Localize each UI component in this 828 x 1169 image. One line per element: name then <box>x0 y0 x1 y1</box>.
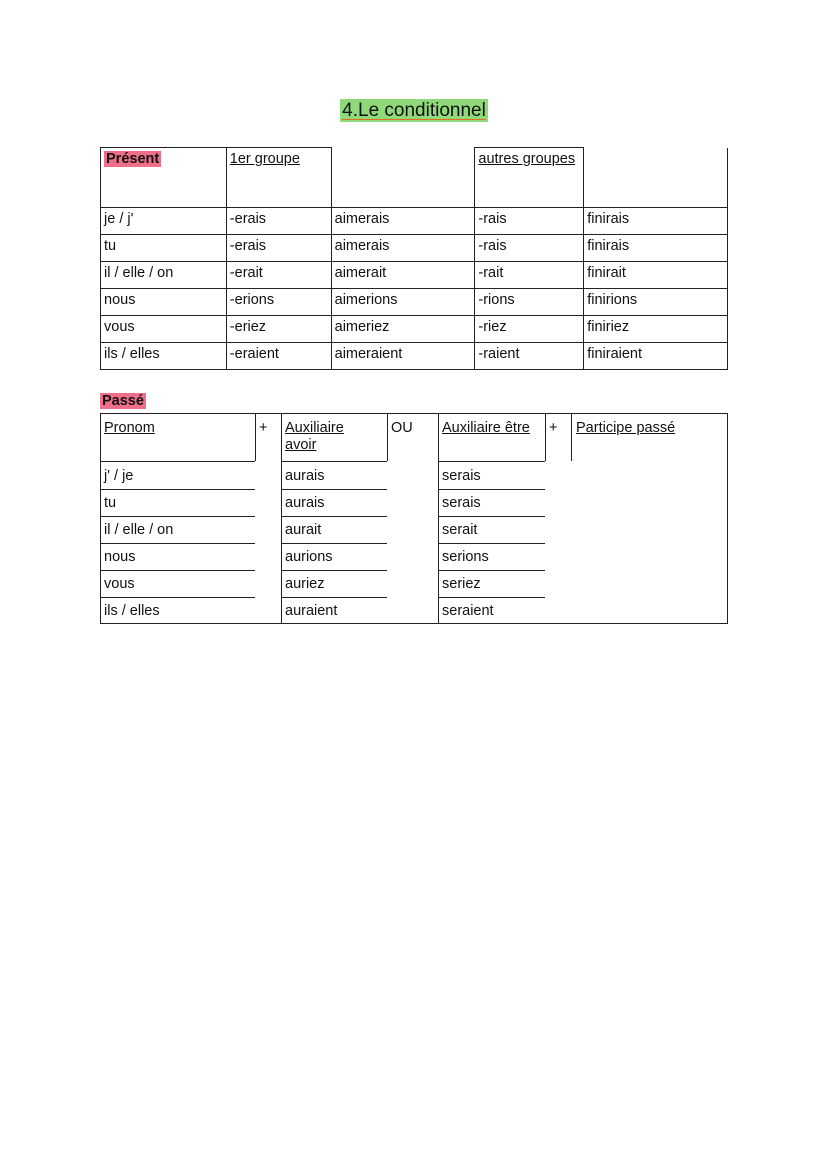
passe-divider-2 <box>281 413 282 624</box>
example1-cell: aimerais <box>331 208 475 235</box>
example2-cell: finirais <box>584 208 728 235</box>
row-line <box>100 516 255 517</box>
pronoun-cell: nous <box>101 289 227 316</box>
avoir-cell: aurais <box>285 468 325 484</box>
passe-divider-1 <box>255 413 256 461</box>
row-line <box>281 543 387 544</box>
aux-avoir-line1: Auxiliaire <box>285 420 344 436</box>
present-label: Présent <box>106 151 160 167</box>
etre-cell: serions <box>442 549 489 565</box>
group1-header-empty <box>331 148 475 208</box>
table-row <box>101 316 728 343</box>
row-line <box>438 516 545 517</box>
present-header-row <box>101 148 728 208</box>
example1-cell: aimerais <box>331 235 475 262</box>
pronoun-cell: ils / elles <box>104 603 160 619</box>
ending2-cell: -rais <box>475 208 584 235</box>
passe-header-line-2 <box>281 461 387 462</box>
etre-cell: serais <box>442 495 481 511</box>
row-line <box>438 597 545 598</box>
pronoun-cell: vous <box>104 576 135 592</box>
ending1-cell: -eraient <box>226 343 331 370</box>
passe-right-border <box>727 413 728 624</box>
passe-divider-5 <box>545 413 546 461</box>
avoir-cell: auraient <box>285 603 338 619</box>
row-line <box>281 489 387 490</box>
row-line <box>100 543 255 544</box>
row-line <box>438 570 545 571</box>
ending1-cell: -erais <box>226 208 331 235</box>
avoir-cell: aurais <box>285 495 325 511</box>
aux-avoir-header <box>285 420 344 454</box>
row-line <box>438 489 545 490</box>
ending2-cell: -rions <box>475 289 584 316</box>
group1-label: 1er groupe <box>229 151 300 167</box>
pronoun-cell: ils / elles <box>101 343 227 370</box>
example2-cell: finirait <box>584 262 728 289</box>
page-title <box>0 100 828 122</box>
passe-table <box>100 413 728 624</box>
group2-label: autres groupes <box>478 151 576 167</box>
pronoun-cell: vous <box>101 316 227 343</box>
example2-cell: finiraient <box>584 343 728 370</box>
pronoun-cell: il / elle / on <box>104 522 174 538</box>
passe-divider-6 <box>571 413 572 461</box>
plus-sign-1: + <box>259 420 268 436</box>
passe-label: Passé <box>102 393 144 409</box>
passe-label-wrap <box>100 393 146 409</box>
row-line <box>281 570 387 571</box>
participe-header: Participe passé <box>576 420 676 436</box>
row-line <box>281 597 387 598</box>
plus-sign-2: + <box>549 420 558 436</box>
ending1-cell: -eriez <box>226 316 331 343</box>
pronom-header: Pronom <box>104 420 155 436</box>
etre-cell: serais <box>442 468 481 484</box>
avoir-cell: aurions <box>285 549 333 565</box>
example2-cell: finiriez <box>584 316 728 343</box>
avoir-cell: aurait <box>285 522 322 538</box>
pronoun-cell: tu <box>104 495 117 511</box>
page-title-text: 4.Le conditionnel <box>342 100 486 121</box>
pronoun-cell: nous <box>104 549 136 565</box>
ending2-cell: -raient <box>475 343 584 370</box>
row-line <box>100 489 255 490</box>
example1-cell: aimerions <box>331 289 475 316</box>
table-row <box>101 262 728 289</box>
ou-label: OU <box>391 420 413 436</box>
passe-header-line-1 <box>100 461 255 462</box>
row-line <box>438 543 545 544</box>
group1-header-cell <box>226 148 331 208</box>
row-line <box>100 570 255 571</box>
etre-cell: seraient <box>442 603 494 619</box>
example1-cell: aimerait <box>331 262 475 289</box>
etre-cell: seriez <box>442 576 481 592</box>
avoir-cell: auriez <box>285 576 325 592</box>
table-row <box>101 208 728 235</box>
passe-header-line-3 <box>438 461 545 462</box>
pronoun-cell: il / elle / on <box>101 262 227 289</box>
etre-cell: serait <box>442 522 478 538</box>
ending2-cell: -rait <box>475 262 584 289</box>
passe-top-border <box>100 413 728 414</box>
passe-divider-3 <box>387 413 388 461</box>
ending2-cell: -rais <box>475 235 584 262</box>
passe-left-border <box>100 413 101 624</box>
table-row <box>101 343 728 370</box>
example1-cell: aimeriez <box>331 316 475 343</box>
present-table <box>100 147 728 370</box>
group2-header-cell <box>475 148 584 208</box>
table-row <box>101 235 728 262</box>
ending2-cell: -riez <box>475 316 584 343</box>
passe-divider-4 <box>438 413 439 624</box>
pronoun-cell: je / j' <box>101 208 227 235</box>
example2-cell: finirions <box>584 289 728 316</box>
row-line <box>100 597 255 598</box>
pronoun-cell: j' / je <box>104 468 134 484</box>
pronoun-cell: tu <box>101 235 227 262</box>
aux-etre-header: Auxiliaire être <box>442 420 530 436</box>
ending1-cell: -erait <box>226 262 331 289</box>
ending1-cell: -erions <box>226 289 331 316</box>
example1-cell: aimeraient <box>331 343 475 370</box>
ending1-cell: -erais <box>226 235 331 262</box>
table-row <box>101 289 728 316</box>
present-label-cell <box>101 148 227 208</box>
group2-header-empty <box>584 148 728 208</box>
example2-cell: finirais <box>584 235 728 262</box>
aux-avoir-line2: avoir <box>285 437 317 453</box>
row-line <box>281 516 387 517</box>
passe-bottom-border <box>100 623 728 624</box>
